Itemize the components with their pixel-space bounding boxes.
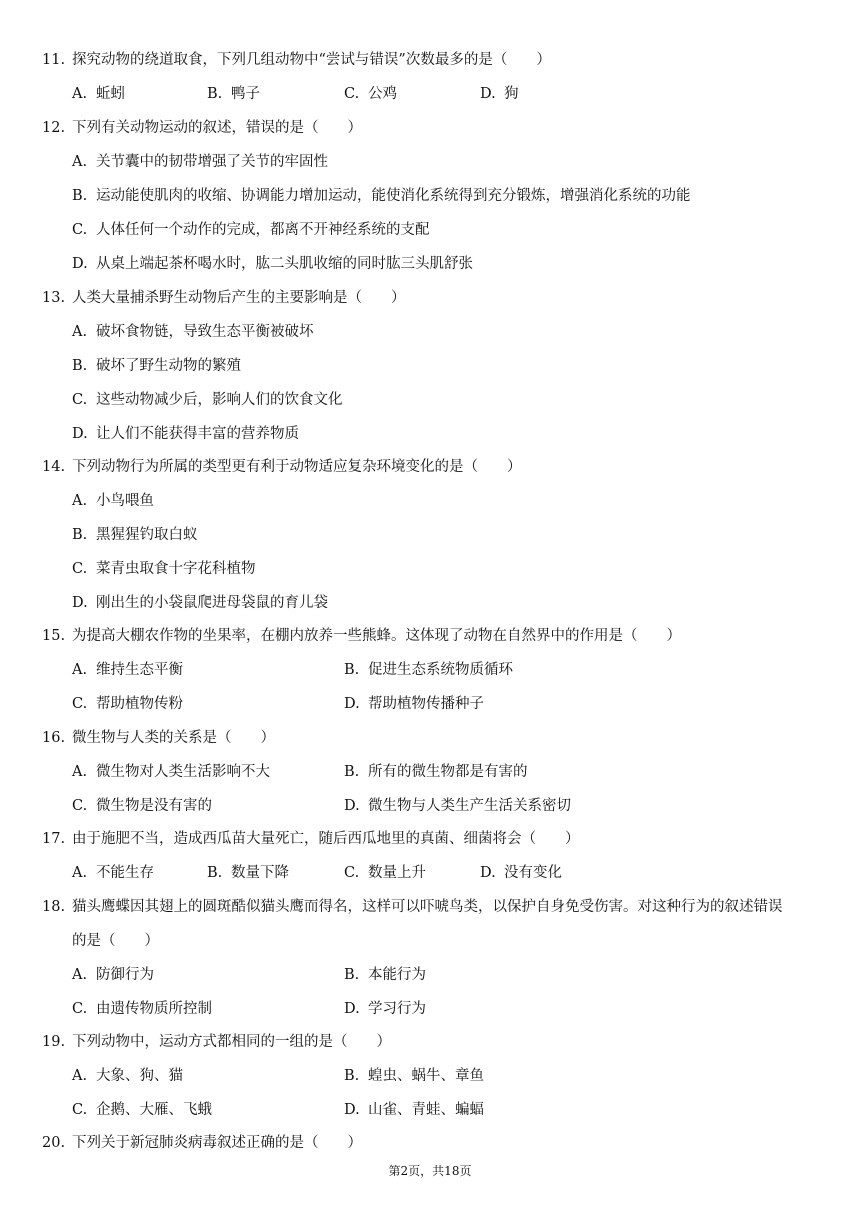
option-a: A. 蚯蚓: [72, 86, 125, 102]
question-number: 14.: [42, 459, 66, 475]
question-stem: 猫头鹰蝶因其翅上的圆斑酷似猫头鹰而得名，这样可以吓唬鸟类，以保护自身免受伤害。对这种行为的叙述错误: [72, 899, 783, 915]
option-c: C. 微生物是没有害的: [72, 798, 212, 814]
option-row: [72, 794, 832, 814]
option-a: A. 关节囊中的韧带增强了关节的牢固性: [72, 154, 328, 170]
option-a: A. 破坏食物链，导致生态平衡被破坏: [72, 324, 314, 340]
option-row: [72, 320, 832, 340]
option-row: [72, 422, 832, 442]
question-number: 13.: [42, 290, 66, 306]
option-d: D. 帮助植物传播种子: [344, 696, 484, 712]
option-row: [72, 1064, 832, 1084]
question-stem-continued: 的是（ ）: [72, 933, 159, 949]
question-number: 19.: [42, 1034, 66, 1050]
option-b: B. 蝗虫、蜗牛、章鱼: [344, 1068, 484, 1084]
option-row: [72, 963, 832, 983]
question-15: [42, 624, 830, 645]
question-stem: 微生物与人类的关系是（ ）: [72, 730, 275, 746]
option-d: D. 没有变化: [480, 865, 562, 881]
question-17: [42, 827, 830, 848]
question-stem: 下列有关动物运动的叙述，错误的是（ ）: [72, 120, 362, 136]
option-b: B. 本能行为: [344, 967, 426, 983]
option-a: A. 维持生态平衡: [72, 662, 183, 678]
option-c: C. 菜青虫取食十字花科植物: [72, 561, 256, 577]
option-row: [72, 658, 832, 678]
option-c: C. 企鹅、大雁、飞蛾: [72, 1102, 212, 1118]
question-stem: 下列动物行为所属的类型更有利于动物适应复杂环境变化的是（ ）: [72, 459, 522, 475]
option-c: C. 帮助植物传粉: [72, 696, 183, 712]
option-b: B. 破坏了野生动物的繁殖: [72, 358, 241, 374]
question-number: 16.: [42, 730, 66, 746]
question-stem: 人类大量捕杀野生动物后产生的主要影响是（ ）: [72, 290, 406, 306]
question-number: 18.: [42, 899, 66, 915]
option-row: [72, 82, 832, 102]
option-b: B. 黑猩猩钓取白蚁: [72, 527, 198, 543]
option-d: D. 从桌上端起茶杯喝水时，肱二头肌收缩的同时肱三头肌舒张: [72, 256, 473, 272]
option-a: A. 小鸟喂鱼: [72, 493, 154, 509]
question-19: [42, 1030, 830, 1051]
option-b: B. 促进生态系统物质循环: [344, 662, 513, 678]
option-row: [72, 1098, 832, 1118]
option-a: A. 防御行为: [72, 967, 154, 983]
option-c: C. 这些动物减少后，影响人们的饮食文化: [72, 392, 343, 408]
option-d: D. 微生物与人类生产生活关系密切: [344, 798, 571, 814]
option-row: [72, 388, 832, 408]
question-14: [42, 455, 830, 476]
page-footer: 第2页，共18页: [388, 1164, 472, 1178]
option-a: A. 微生物对人类生活影响不大: [72, 764, 270, 780]
question-16: [42, 726, 830, 747]
question-number: 11.: [42, 52, 66, 68]
option-row: [72, 861, 832, 881]
option-b: B. 鸭子: [207, 86, 260, 102]
question-stem: 由于施肥不当，造成西瓜苗大量死亡，随后西瓜地里的真菌、细菌将会（ ）: [72, 831, 580, 847]
question-stem: 下列关于新冠肺炎病毒叙述正确的是（ ）: [72, 1135, 362, 1151]
option-b: B. 数量下降: [207, 865, 289, 881]
option-row: [72, 150, 832, 170]
option-row: [72, 591, 832, 611]
option-d: D. 学习行为: [344, 1001, 426, 1017]
question-12: [42, 116, 830, 137]
option-d: D. 让人们不能获得丰富的营养物质: [72, 426, 299, 442]
question-number: 12.: [42, 120, 66, 136]
option-c: C. 人体任何一个动作的完成，都离不开神经系统的支配: [72, 222, 430, 238]
question-stem: 为提高大棚农作物的坐果率，在棚内放养一些熊蜂。这体现了动物在自然界中的作用是（ ）: [72, 628, 681, 644]
question-18: [42, 895, 830, 916]
option-d: D. 狗: [480, 86, 519, 102]
option-row: [72, 692, 832, 712]
question-stem: 探究动物的绕道取食，下列几组动物中“尝试与错误”次数最多的是（ ）: [72, 52, 551, 68]
question-11: [42, 48, 830, 69]
option-row: [72, 252, 832, 272]
option-row: [72, 489, 832, 509]
option-b: B. 运动能使肌肉的收缩、协调能力增加运动，能使消化系统得到充分锻炼，增强消化系统的功能: [72, 188, 691, 204]
option-row: [72, 557, 832, 577]
option-row: [72, 997, 832, 1017]
option-a: A. 不能生存: [72, 865, 154, 881]
option-b: B. 所有的微生物都是有害的: [344, 764, 528, 780]
option-d: D. 山雀、青蛙、蝙蝠: [344, 1102, 484, 1118]
option-d: D. 刚出生的小袋鼠爬进母袋鼠的育儿袋: [72, 595, 328, 611]
option-row: [72, 184, 832, 204]
option-row: [72, 354, 832, 374]
option-a: A. 大象、狗、猫: [72, 1068, 183, 1084]
option-row: [72, 218, 832, 238]
question-number: 20.: [42, 1135, 66, 1151]
option-c: C. 公鸡: [344, 86, 397, 102]
option-c: C. 由遗传物质所控制: [72, 1001, 212, 1017]
question-13: [42, 286, 830, 307]
option-row: [72, 523, 832, 543]
option-c: C. 数量上升: [344, 865, 426, 881]
question-number: 17.: [42, 831, 66, 847]
question-20: [42, 1131, 830, 1152]
question-number: 15.: [42, 628, 66, 644]
option-row: [72, 760, 832, 780]
question-stem: 下列动物中，运动方式都相同的一组的是（ ）: [72, 1034, 391, 1050]
